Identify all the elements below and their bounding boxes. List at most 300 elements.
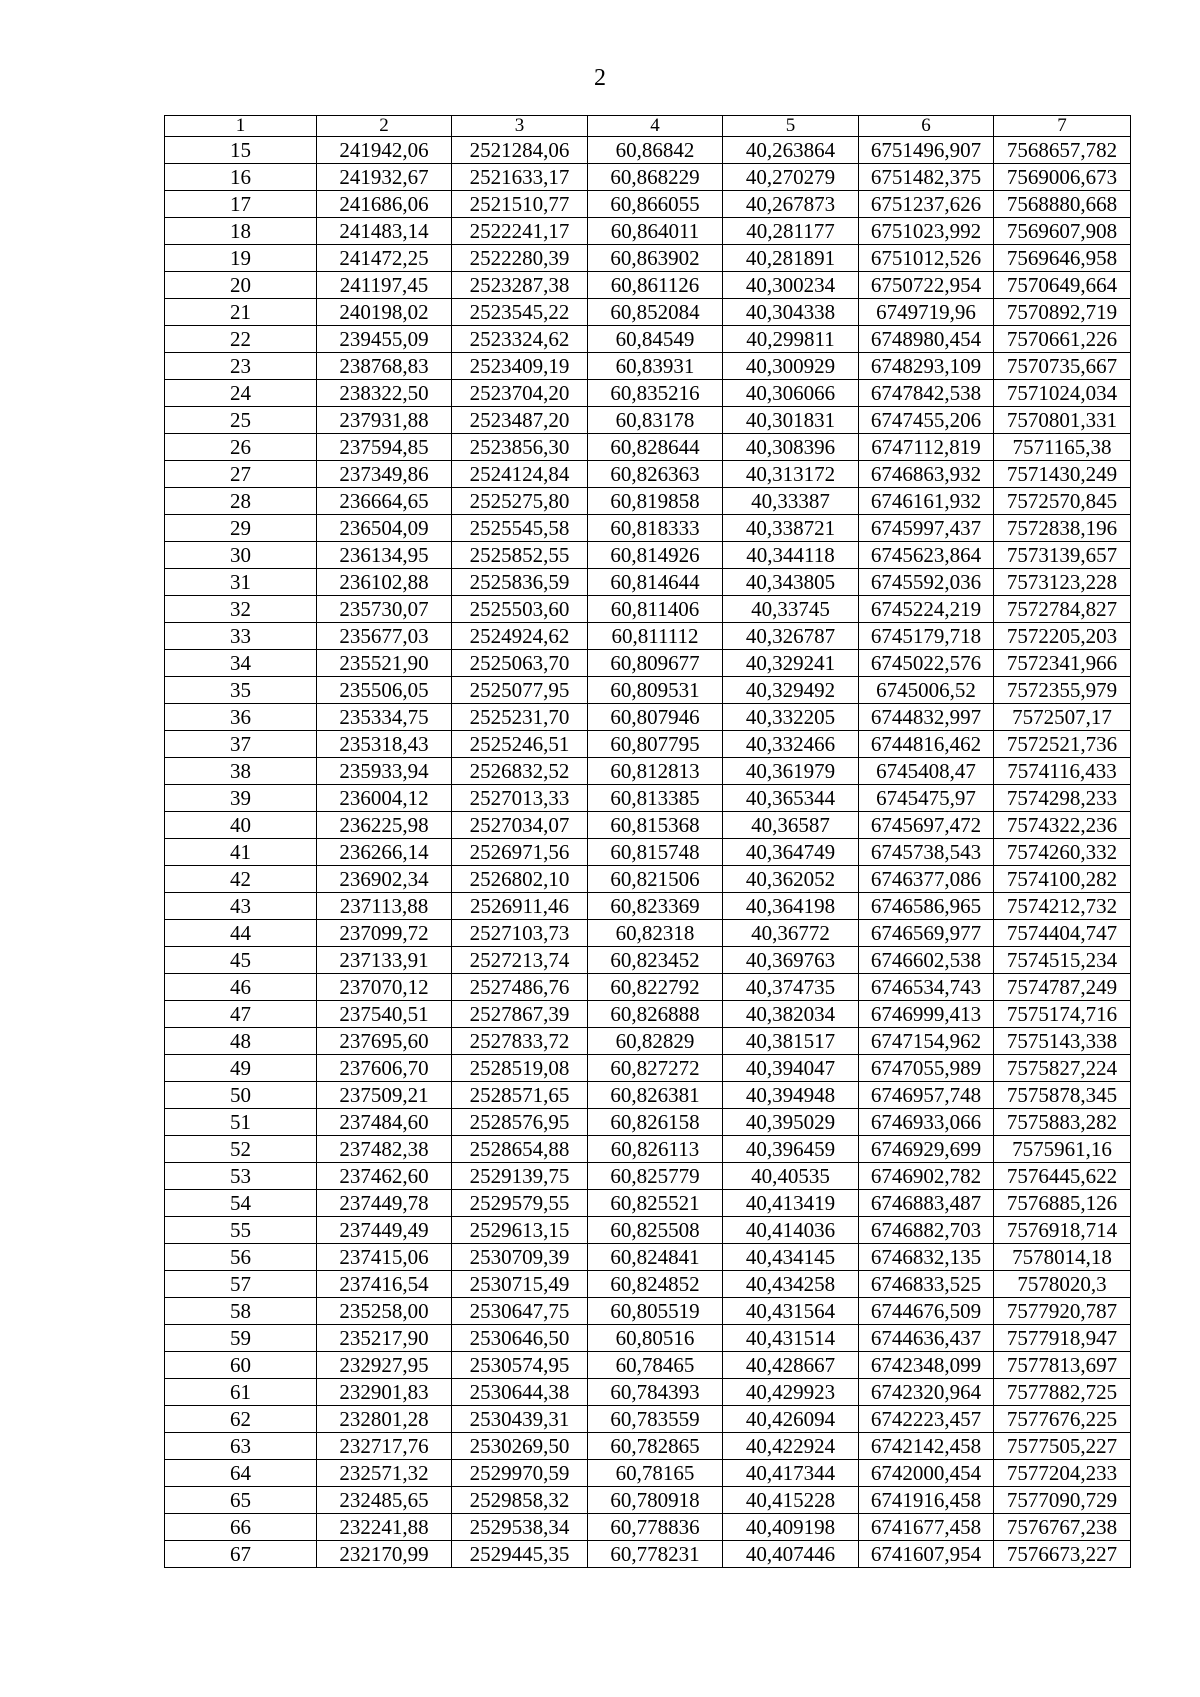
table-cell: 2523324,62	[452, 326, 588, 353]
table-cell: 63	[165, 1433, 317, 1460]
table-cell: 237606,70	[317, 1055, 452, 1082]
table-cell: 7569646,958	[994, 245, 1131, 272]
table-cell: 7574787,249	[994, 974, 1131, 1001]
table-row	[165, 137, 1131, 164]
table-cell: 6746569,977	[859, 920, 994, 947]
table-row	[165, 1271, 1131, 1298]
table-cell: 40,409198	[723, 1514, 859, 1541]
table-cell: 2528576,95	[452, 1109, 588, 1136]
table-row	[165, 1109, 1131, 1136]
table-cell: 2528654,88	[452, 1136, 588, 1163]
column-header: 2	[317, 116, 452, 137]
table-cell: 6745408,47	[859, 758, 994, 785]
table-cell: 2523704,20	[452, 380, 588, 407]
table-cell: 27	[165, 461, 317, 488]
table-cell: 60,782865	[588, 1433, 723, 1460]
table-cell: 40,382034	[723, 1001, 859, 1028]
table-cell: 2523856,30	[452, 434, 588, 461]
table-row	[165, 1433, 1131, 1460]
table-cell: 6745623,864	[859, 542, 994, 569]
table-cell: 7570801,331	[994, 407, 1131, 434]
table-row	[165, 920, 1131, 947]
table-cell: 60,861126	[588, 272, 723, 299]
table-cell: 32	[165, 596, 317, 623]
table-cell: 60,778836	[588, 1514, 723, 1541]
table-cell: 34	[165, 650, 317, 677]
table-cell: 7576673,227	[994, 1541, 1131, 1568]
table-cell: 40,395029	[723, 1109, 859, 1136]
table-cell: 28	[165, 488, 317, 515]
table-cell: 40,338721	[723, 515, 859, 542]
table-cell: 6751012,526	[859, 245, 994, 272]
table-cell: 60,823369	[588, 893, 723, 920]
table-row	[165, 299, 1131, 326]
table-cell: 6749719,96	[859, 299, 994, 326]
table-cell: 6746863,932	[859, 461, 994, 488]
table-cell: 60,821506	[588, 866, 723, 893]
table-row	[165, 1541, 1131, 1568]
table-cell: 25	[165, 407, 317, 434]
table-cell: 60,80516	[588, 1325, 723, 1352]
table-row	[165, 1379, 1131, 1406]
table-cell: 237449,78	[317, 1190, 452, 1217]
table-cell: 2523545,22	[452, 299, 588, 326]
table-cell: 26	[165, 434, 317, 461]
table-cell: 2525503,60	[452, 596, 588, 623]
table-cell: 2525231,70	[452, 704, 588, 731]
table-cell: 7575827,224	[994, 1055, 1131, 1082]
table-cell: 60,825521	[588, 1190, 723, 1217]
table-cell: 2527213,74	[452, 947, 588, 974]
table-cell: 6744816,462	[859, 731, 994, 758]
table-cell: 40,361979	[723, 758, 859, 785]
table-row	[165, 1352, 1131, 1379]
table-cell: 241197,45	[317, 272, 452, 299]
table-cell: 7577882,725	[994, 1379, 1131, 1406]
table-cell: 237462,60	[317, 1163, 452, 1190]
table-cell: 47	[165, 1001, 317, 1028]
table-cell: 40,36772	[723, 920, 859, 947]
table-cell: 2522241,17	[452, 218, 588, 245]
table-row	[165, 1406, 1131, 1433]
table-cell: 2526802,10	[452, 866, 588, 893]
table-cell: 2528571,65	[452, 1082, 588, 1109]
table-cell: 2527486,76	[452, 974, 588, 1001]
table-cell: 40,434145	[723, 1244, 859, 1271]
table-cell: 2525545,58	[452, 515, 588, 542]
table-cell: 2529139,75	[452, 1163, 588, 1190]
table-cell: 7571430,249	[994, 461, 1131, 488]
table-cell: 236225,98	[317, 812, 452, 839]
table-cell: 6742223,457	[859, 1406, 994, 1433]
table-cell: 7569607,908	[994, 218, 1131, 245]
table-cell: 40,332466	[723, 731, 859, 758]
table-row	[165, 866, 1131, 893]
table-cell: 6745738,543	[859, 839, 994, 866]
table-cell: 67	[165, 1541, 317, 1568]
table-cell: 21	[165, 299, 317, 326]
table-cell: 60,811406	[588, 596, 723, 623]
table-row	[165, 164, 1131, 191]
table-cell: 60,824841	[588, 1244, 723, 1271]
table-cell: 6745997,437	[859, 515, 994, 542]
table-cell: 7575878,345	[994, 1082, 1131, 1109]
table-cell: 2529858,32	[452, 1487, 588, 1514]
table-cell: 232927,95	[317, 1352, 452, 1379]
table-cell: 6746883,487	[859, 1190, 994, 1217]
table-cell: 6747055,989	[859, 1055, 994, 1082]
table-cell: 237349,86	[317, 461, 452, 488]
table-cell: 40,332205	[723, 704, 859, 731]
table-cell: 40,364749	[723, 839, 859, 866]
table-cell: 235506,05	[317, 677, 452, 704]
column-header: 7	[994, 116, 1131, 137]
table-cell: 60,86842	[588, 137, 723, 164]
table-cell: 40,374735	[723, 974, 859, 1001]
table-cell: 7572205,203	[994, 623, 1131, 650]
table-row	[165, 812, 1131, 839]
table-cell: 16	[165, 164, 317, 191]
table-cell: 6745022,576	[859, 650, 994, 677]
table-cell: 18	[165, 218, 317, 245]
table-cell: 232170,99	[317, 1541, 452, 1568]
table-cell: 59	[165, 1325, 317, 1352]
table-cell: 55	[165, 1217, 317, 1244]
table-cell: 60,828644	[588, 434, 723, 461]
table-row	[165, 893, 1131, 920]
table-cell: 2527013,33	[452, 785, 588, 812]
table-cell: 42	[165, 866, 317, 893]
table-row	[165, 1136, 1131, 1163]
table-cell: 62	[165, 1406, 317, 1433]
table-cell: 40,263864	[723, 137, 859, 164]
table-cell: 44	[165, 920, 317, 947]
table-cell: 2525063,70	[452, 650, 588, 677]
table-cell: 40,417344	[723, 1460, 859, 1487]
table-row	[165, 704, 1131, 731]
table-cell: 60,812813	[588, 758, 723, 785]
table-cell: 60,811112	[588, 623, 723, 650]
table-row	[165, 650, 1131, 677]
table-cell: 40,344118	[723, 542, 859, 569]
table-cell: 20	[165, 272, 317, 299]
table-row	[165, 1190, 1131, 1217]
table-cell: 6746833,525	[859, 1271, 994, 1298]
table-row	[165, 1244, 1131, 1271]
table-row	[165, 1028, 1131, 1055]
table-cell: 60,809531	[588, 677, 723, 704]
table-row	[165, 326, 1131, 353]
table-cell: 60,82829	[588, 1028, 723, 1055]
table-cell: 6745592,036	[859, 569, 994, 596]
table-cell: 7568657,782	[994, 137, 1131, 164]
table-cell: 7570661,226	[994, 326, 1131, 353]
table-cell: 6746832,135	[859, 1244, 994, 1271]
table-cell: 6742348,099	[859, 1352, 994, 1379]
table-cell: 60,825508	[588, 1217, 723, 1244]
table-row	[165, 731, 1131, 758]
table-cell: 2526971,56	[452, 839, 588, 866]
table-cell: 6751496,907	[859, 137, 994, 164]
table-row	[165, 677, 1131, 704]
table-cell: 40,281891	[723, 245, 859, 272]
table-cell: 7578020,3	[994, 1271, 1131, 1298]
table-cell: 2521284,06	[452, 137, 588, 164]
table-cell: 7578014,18	[994, 1244, 1131, 1271]
table-cell: 6746999,413	[859, 1001, 994, 1028]
table-cell: 7569006,673	[994, 164, 1131, 191]
table-cell: 6741916,458	[859, 1487, 994, 1514]
table-cell: 40,369763	[723, 947, 859, 974]
table-cell: 60,783559	[588, 1406, 723, 1433]
table-cell: 235217,90	[317, 1325, 452, 1352]
table-cell: 237099,72	[317, 920, 452, 947]
table-cell: 7577676,225	[994, 1406, 1131, 1433]
table-cell: 238768,83	[317, 353, 452, 380]
table-cell: 60,814926	[588, 542, 723, 569]
table-cell: 40,413419	[723, 1190, 859, 1217]
table-cell: 40,299811	[723, 326, 859, 353]
table-cell: 6745179,718	[859, 623, 994, 650]
table-cell: 60,813385	[588, 785, 723, 812]
table-cell: 40,343805	[723, 569, 859, 596]
table-cell: 6742142,458	[859, 1433, 994, 1460]
table-cell: 7576885,126	[994, 1190, 1131, 1217]
table-cell: 48	[165, 1028, 317, 1055]
table-cell: 40,300234	[723, 272, 859, 299]
table-cell: 6748980,454	[859, 326, 994, 353]
table-cell: 53	[165, 1163, 317, 1190]
table-cell: 2530647,75	[452, 1298, 588, 1325]
table-cell: 40,304338	[723, 299, 859, 326]
table-cell: 6741677,458	[859, 1514, 994, 1541]
table-row	[165, 1514, 1131, 1541]
table-row	[165, 758, 1131, 785]
table-cell: 60,826158	[588, 1109, 723, 1136]
table-cell: 60,826888	[588, 1001, 723, 1028]
table-cell: 236902,34	[317, 866, 452, 893]
table-cell: 7574404,747	[994, 920, 1131, 947]
table-cell: 7576918,714	[994, 1217, 1131, 1244]
table-cell: 6747112,819	[859, 434, 994, 461]
table-cell: 60,78165	[588, 1460, 723, 1487]
table-cell: 235730,07	[317, 596, 452, 623]
table-cell: 232571,32	[317, 1460, 452, 1487]
table-cell: 7572838,196	[994, 515, 1131, 542]
table-cell: 60,827272	[588, 1055, 723, 1082]
table-cell: 2524124,84	[452, 461, 588, 488]
table-cell: 7574515,234	[994, 947, 1131, 974]
table-cell: 2526832,52	[452, 758, 588, 785]
table-cell: 2529538,34	[452, 1514, 588, 1541]
table-row	[165, 785, 1131, 812]
table-cell: 6751237,626	[859, 191, 994, 218]
table-cell: 35	[165, 677, 317, 704]
table-cell: 60	[165, 1352, 317, 1379]
table-cell: 238322,50	[317, 380, 452, 407]
table-row	[165, 488, 1131, 515]
table-row	[165, 839, 1131, 866]
table-cell: 6746929,699	[859, 1136, 994, 1163]
table-cell: 33	[165, 623, 317, 650]
table-cell: 232241,88	[317, 1514, 452, 1541]
table-cell: 40,364198	[723, 893, 859, 920]
table-row	[165, 191, 1131, 218]
table-cell: 237509,21	[317, 1082, 452, 1109]
table-cell: 38	[165, 758, 317, 785]
table-cell: 241932,67	[317, 164, 452, 191]
table-cell: 2523287,38	[452, 272, 588, 299]
table-cell: 235933,94	[317, 758, 452, 785]
table-cell: 2527103,73	[452, 920, 588, 947]
table-cell: 7574260,332	[994, 839, 1131, 866]
table-cell: 2521633,17	[452, 164, 588, 191]
column-header: 3	[452, 116, 588, 137]
table-cell: 40,426094	[723, 1406, 859, 1433]
table-cell: 2530439,31	[452, 1406, 588, 1433]
table-cell: 7572784,827	[994, 596, 1131, 623]
table-cell: 6746534,743	[859, 974, 994, 1001]
table-cell: 60,807795	[588, 731, 723, 758]
table-cell: 237416,54	[317, 1271, 452, 1298]
table-row	[165, 623, 1131, 650]
table-cell: 60,835216	[588, 380, 723, 407]
table-cell: 236504,09	[317, 515, 452, 542]
table-cell: 40,394948	[723, 1082, 859, 1109]
table-cell: 2530715,49	[452, 1271, 588, 1298]
table-cell: 2529445,35	[452, 1541, 588, 1568]
table-cell: 40,33745	[723, 596, 859, 623]
table-cell: 2530574,95	[452, 1352, 588, 1379]
table-cell: 49	[165, 1055, 317, 1082]
table-cell: 235258,00	[317, 1298, 452, 1325]
table-cell: 7571024,034	[994, 380, 1131, 407]
table-cell: 241472,25	[317, 245, 452, 272]
table-cell: 45	[165, 947, 317, 974]
table-cell: 2527867,39	[452, 1001, 588, 1028]
table-cell: 7573139,657	[994, 542, 1131, 569]
table-cell: 2530269,50	[452, 1433, 588, 1460]
table-cell: 60,822792	[588, 974, 723, 1001]
table-cell: 15	[165, 137, 317, 164]
table-cell: 6746161,932	[859, 488, 994, 515]
column-header: 6	[859, 116, 994, 137]
table-cell: 7577505,227	[994, 1433, 1131, 1460]
table-cell: 7572341,966	[994, 650, 1131, 677]
table-cell: 60,818333	[588, 515, 723, 542]
table-cell: 235677,03	[317, 623, 452, 650]
table-cell: 40,267873	[723, 191, 859, 218]
table-cell: 60,815748	[588, 839, 723, 866]
table-cell: 60,864011	[588, 218, 723, 245]
column-header: 4	[588, 116, 723, 137]
table-cell: 235521,90	[317, 650, 452, 677]
table-cell: 7574322,236	[994, 812, 1131, 839]
table-cell: 52	[165, 1136, 317, 1163]
table-cell: 60,826113	[588, 1136, 723, 1163]
table-cell: 241483,14	[317, 218, 452, 245]
table-cell: 7570735,667	[994, 353, 1131, 380]
table-cell: 2526911,46	[452, 893, 588, 920]
table-cell: 39	[165, 785, 317, 812]
table-cell: 7577920,787	[994, 1298, 1131, 1325]
table-cell: 2523409,19	[452, 353, 588, 380]
table-row	[165, 947, 1131, 974]
table-cell: 23	[165, 353, 317, 380]
table-cell: 6744676,509	[859, 1298, 994, 1325]
table-cell: 2523487,20	[452, 407, 588, 434]
table-row	[165, 1217, 1131, 1244]
table-cell: 2524924,62	[452, 623, 588, 650]
table-row	[165, 434, 1131, 461]
table-cell: 40,431514	[723, 1325, 859, 1352]
table-cell: 60,805519	[588, 1298, 723, 1325]
table-cell: 6748293,109	[859, 353, 994, 380]
table-cell: 41	[165, 839, 317, 866]
table-cell: 43	[165, 893, 317, 920]
table-cell: 237931,88	[317, 407, 452, 434]
table-cell: 236266,14	[317, 839, 452, 866]
table-cell: 51	[165, 1109, 317, 1136]
table-cell: 50	[165, 1082, 317, 1109]
table-cell: 7571165,38	[994, 434, 1131, 461]
table-cell: 6751023,992	[859, 218, 994, 245]
table-cell: 40	[165, 812, 317, 839]
table-cell: 40,329492	[723, 677, 859, 704]
table-cell: 40,329241	[723, 650, 859, 677]
table-cell: 40,414036	[723, 1217, 859, 1244]
table-cell: 236004,12	[317, 785, 452, 812]
table-cell: 40,270279	[723, 164, 859, 191]
table-cell: 237133,91	[317, 947, 452, 974]
table-cell: 237070,12	[317, 974, 452, 1001]
table-cell: 7575174,716	[994, 1001, 1131, 1028]
table-cell: 7575961,16	[994, 1136, 1131, 1163]
table-cell: 2529613,15	[452, 1217, 588, 1244]
table-cell: 60,784393	[588, 1379, 723, 1406]
table-row	[165, 1487, 1131, 1514]
table-cell: 22	[165, 326, 317, 353]
table-cell: 40,300929	[723, 353, 859, 380]
table-cell: 36	[165, 704, 317, 731]
table-cell: 60,825779	[588, 1163, 723, 1190]
table-cell: 40,308396	[723, 434, 859, 461]
table-cell: 6750722,954	[859, 272, 994, 299]
table-cell: 2530646,50	[452, 1325, 588, 1352]
table-cell: 60,82318	[588, 920, 723, 947]
table-cell: 66	[165, 1514, 317, 1541]
table-cell: 237540,51	[317, 1001, 452, 1028]
table-cell: 31	[165, 569, 317, 596]
table-cell: 7574298,233	[994, 785, 1131, 812]
table-row	[165, 1325, 1131, 1352]
table-cell: 7572570,845	[994, 488, 1131, 515]
table-row	[165, 974, 1131, 1001]
table-row	[165, 353, 1131, 380]
table-cell: 60,826363	[588, 461, 723, 488]
table-cell: 65	[165, 1487, 317, 1514]
table-cell: 2528519,08	[452, 1055, 588, 1082]
table-cell: 60,809677	[588, 650, 723, 677]
table-cell: 17	[165, 191, 317, 218]
table-row	[165, 1082, 1131, 1109]
table-cell: 6746933,066	[859, 1109, 994, 1136]
table-cell: 40,415228	[723, 1487, 859, 1514]
table-cell: 40,362052	[723, 866, 859, 893]
coordinates-table	[164, 115, 1131, 1568]
table-cell: 60,823452	[588, 947, 723, 974]
table-cell: 6741607,954	[859, 1541, 994, 1568]
